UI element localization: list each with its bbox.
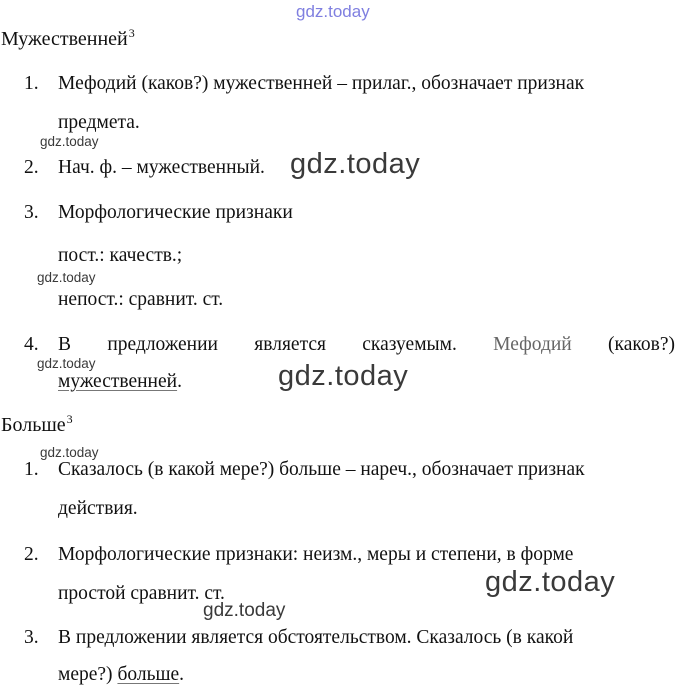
list-item-line: Мефодий (каков?) мужественней – прилаг., обозначает признак [58, 73, 585, 94]
underlined-adverbial: больше [117, 664, 180, 685]
list-item-line [58, 371, 182, 393]
watermark: gdz.today [40, 445, 99, 460]
list-item-subline: пост.: качеств.; [58, 245, 183, 266]
list-item-line: предмета. [58, 112, 140, 133]
list-number: 1. [24, 459, 39, 480]
list-item-line: Нач. ф. – мужественный. [58, 157, 265, 178]
list-number: 1. [24, 73, 39, 94]
watermark: gdz.today [485, 566, 616, 598]
list-item-line: действия. [58, 498, 138, 519]
watermark-top: gdz.today [296, 2, 370, 21]
list-item-line [58, 664, 184, 686]
section-heading [1, 412, 73, 437]
watermark: gdz.today [37, 270, 96, 285]
list-number: 2. [24, 544, 39, 565]
list-item-line: простой сравнит. ст. [58, 583, 225, 604]
word: является [254, 334, 326, 355]
list-number: 3. [24, 627, 39, 648]
list-number: 4. [24, 334, 39, 355]
watermark: gdz.today [40, 134, 99, 149]
list-item-line: Морфологические признаки [58, 202, 293, 223]
word: Мефодий [493, 334, 572, 355]
punctuation: . [177, 371, 182, 392]
word: В [58, 334, 72, 355]
list-number: 2. [24, 157, 39, 178]
word: (каков?) [608, 334, 675, 355]
word: сказуемым. [362, 334, 457, 355]
heading-text: Больше [1, 414, 66, 436]
watermark: gdz.today [37, 356, 96, 371]
underlined-predicate: мужественней [58, 371, 178, 392]
list-number: 3. [24, 202, 39, 223]
watermark: gdz.today [290, 148, 421, 180]
word: предложении [107, 334, 218, 355]
list-item-line: Морфологические признаки: неизм., меры и степени, в форме [58, 544, 574, 565]
heading-superscript: 3 [128, 26, 135, 40]
heading-superscript: 3 [66, 412, 73, 426]
watermark: gdz.today [203, 600, 286, 621]
watermark: gdz.today [278, 360, 409, 392]
section-heading [1, 26, 135, 51]
list-item-line: В предложении является обстоятельством. Сказалось (в какой [58, 627, 574, 648]
justified-line [58, 334, 675, 356]
list-item-subline: непост.: сравнит. ст. [58, 289, 224, 310]
text: мере?) [58, 664, 113, 685]
punctuation: . [179, 664, 185, 685]
heading-text: Мужественней [1, 28, 128, 50]
list-item-line: Сказалось (в какой мере?) больше – нареч., обозначает признак [58, 459, 585, 480]
